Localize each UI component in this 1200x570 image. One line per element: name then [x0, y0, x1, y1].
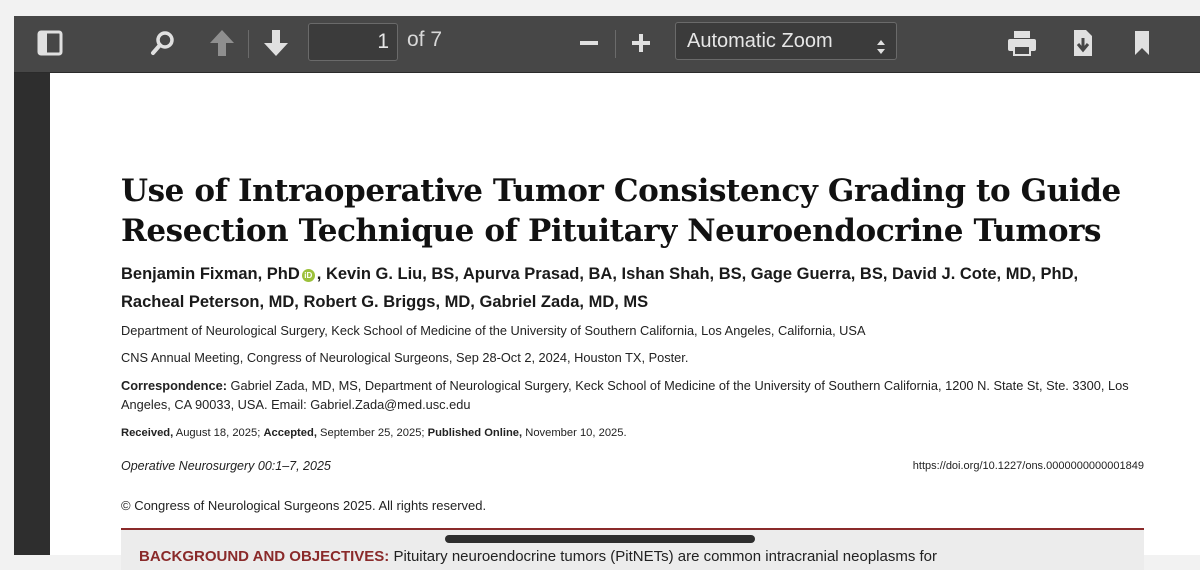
zoom-in-icon[interactable]	[630, 32, 652, 54]
doi-link[interactable]: https://doi.org/10.1227/ons.0000000000001849	[912, 460, 1144, 472]
arrow-down-icon[interactable]	[262, 28, 290, 58]
left-gutter	[14, 73, 50, 555]
published-date: November 10, 2025.	[522, 427, 627, 439]
dates	[121, 424, 1161, 443]
search-icon[interactable]	[150, 30, 176, 56]
accepted-date: September 25, 2025;	[316, 427, 428, 439]
correspondence-text: Gabriel Zada, MD, MS, Department of Neurological Surgery, Keck School of Medicine of the University of Southern California, 1200 N. State St, Ste. 3300, Los Angeles, CA 90033, USA. Email: Gabriel.Zada@med.usc.edu	[121, 378, 1129, 412]
bookmark-icon[interactable]	[1133, 29, 1151, 57]
home-indicator[interactable]	[445, 535, 755, 543]
abstract-body: Pituitary neuroendocrine tumors (PitNETs) are common intracranial neoplasms for	[389, 548, 938, 565]
arrow-up-icon[interactable]	[208, 28, 236, 58]
abstract-heading: BACKGROUND AND OBJECTIVES:	[139, 548, 390, 565]
meeting-note: CNS Annual Meeting, Congress of Neurological Surgeons, Sep 28-Oct 2, 2024, Houston TX, Poster.	[121, 350, 689, 365]
author-line-2: Racheal Peterson, MD, Robert G. Briggs, MD, Gabriel Zada, MD, MS	[121, 293, 649, 311]
author-first: Benjamin Fixman, PhD	[121, 265, 300, 283]
received-date: August 18, 2025;	[173, 427, 264, 439]
top-strip	[0, 0, 1200, 16]
received-label: Received,	[121, 427, 174, 439]
zoom-select-value: Automatic Zoom	[687, 30, 833, 52]
correspondence-label: Correspondence:	[121, 378, 227, 393]
zoom-select[interactable]	[675, 22, 897, 60]
abstract-line	[139, 548, 937, 565]
correspondence	[121, 376, 1161, 414]
author-list	[121, 260, 1196, 316]
page-count: of 7	[407, 28, 443, 51]
affiliation: Department of Neurological Surgery, Keck School of Medicine of the University of Southern California, Los Angeles, California, USA	[121, 323, 866, 338]
page-number-input[interactable]: 1	[308, 23, 398, 61]
copyright: © Congress of Neurological Surgeons 2025. All rights reserved.	[121, 498, 487, 513]
sidebar-toggle-icon[interactable]	[37, 30, 63, 56]
print-icon[interactable]	[1006, 29, 1038, 57]
download-icon[interactable]	[1071, 28, 1095, 58]
toolbar-separator	[248, 30, 249, 58]
pdf-page	[50, 73, 1200, 565]
accepted-label: Accepted,	[263, 427, 317, 439]
toolbar-separator	[615, 30, 616, 58]
orcid-icon[interactable]: iD	[302, 269, 315, 282]
toolbar	[14, 16, 1200, 73]
published-label: Published Online,	[427, 427, 523, 439]
select-arrows-icon	[876, 32, 886, 68]
zoom-out-icon[interactable]	[578, 32, 600, 54]
journal-citation: Operative Neurosurgery 00:1–7, 2025	[121, 459, 331, 473]
author-rest: , Kevin G. Liu, BS, Apurva Prasad, BA, Ishan Shah, BS, Gage Guerra, BS, David J. Cote, MD, PhD,	[316, 265, 1079, 283]
paper-title: Use of Intraoperative Tumor Consistency Grading to Guide Resection Technique of Pituitary Neuroendocrine Tumors	[121, 173, 1121, 249]
pdf-viewer	[14, 16, 1200, 565]
